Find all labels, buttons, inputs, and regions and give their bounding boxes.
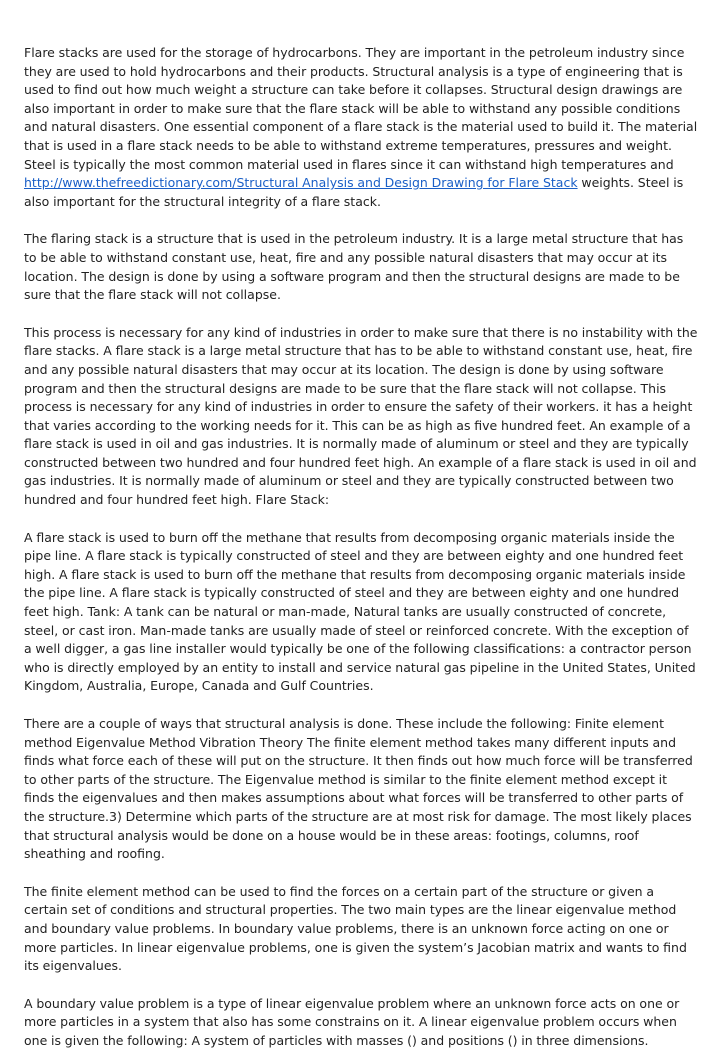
- paragraph-1: [24, 44, 698, 211]
- paragraph-1-text-before-link: Flare stacks are used for the storage of hydrocarbons. They are important in the petroleum industry since they are used to hold hydrocarbons and their products. Structural analysis is a type of engineering that is used to find out how much weight a structure can take before it collapses. Structural design drawings are also important in order to make sure that the flare stack will be able to withstand any possible conditions and natural disasters. One essential component of a flare stack is the material used to build it. The material that is used in a flare stack needs to be able to withstand extreme temperatures, pressures and weight. Steel is typically the most common material used in flares since it can withstand high temperatures and: [24, 45, 698, 172]
- paragraph-4: A flare stack is used to burn off the methane that results from decomposing organic materials inside the pipe line. A flare stack is typically constructed of steel and they are between eighty and one hundred feet high. A flare stack is used to burn off the methane that results from decomposing organic materials inside the pipe line. A flare stack is typically constructed of steel and they are between eighty and one hundred feet high. Tank: A tank can be natural or man-made, Natural tanks are usually constructed of concrete, steel, or cast iron. Man-made tanks are usually made of steel or reinforced concrete. With the exception of a well digger, a gas line installer would typically be one of the following classifications: a contractor person who is directly employed by an entity to install and service natural gas pipeline in the United States, United Kingdom, Australia, Europe, Canada and Gulf Countries.: [24, 529, 696, 694]
- paragraph-1-text-after-link: weights. Steel is also important for the structural integrity of a flare stack.: [24, 175, 684, 209]
- paragraph-7: A boundary value problem is a type of linear eigenvalue problem where an unknown force acts on one or more particles in a system that also has some constrains on it. A linear eigenvalue problem occurs when one is given the following: A system of particles with masses () and positions () in three dimensions.: [24, 995, 680, 1048]
- paragraph-6: The finite element method can be used to find the forces on a certain part of the structure or given a certain set of conditions and structural properties. The two main types are the linear eigenvalue method and boundary value problems. In boundary value problems, there is an unknown force acting on one or more particles. In linear eigenvalue problems, one is given the system’s Jacobian matrix and wants to find its eigenvalues.: [24, 883, 687, 974]
- paragraph-2: The flaring stack is a structure that is used in the petroleum industry. It is a large metal structure that has to be able to withstand constant use, heat, fire and any possible natural disasters that may occur at its location. The design is done by using a software program and then the structural designs are made to be sure that the flare stack will not collapse.: [24, 231, 684, 303]
- paragraph-5: There are a couple of ways that structural analysis is done. These include the following: Finite element method Eigenvalue Method Vibration Theory The finite element method takes many different inputs and finds what force each of these will put on the structure. It then finds out how much force will be transferred to other parts of the structure. The Eigenvalue method is similar to the finite element method except it finds the eigenvalues and then makes assumptions about what forces will be transferred to other parts of the structure.3) Determine which parts of the structure are at most risk for damage. The most likely places that structural analysis would be done on a house would be in these areas: footings, columns, roof sheathing and roofing.: [24, 716, 693, 862]
- paragraph-3: This process is necessary for any kind of industries in order to make sure that there is no instability with the flare stacks. A flare stack is a large metal structure that has to be able to withstand constant use, heat, fire and any possible natural disasters that may occur at its location. The design is done by using software program and then the structural designs are made to be sure that the flare stack will not collapse. This process is necessary for any kind of industries in order to ensure the safety of their workers. it has a height that varies according to the working needs for it. This can be as high as five hundred feet. An example of a flare stack is used in oil and gas industries. It is normally made of aluminum or steel and they are typically constructed between two hundred and four hundred feet high. An example of a flare stack is used in oil and gas industries. It is normally made of aluminum or steel and they are typically constructed between two hundred and four hundred feet high. Flare Stack:: [24, 324, 698, 508]
- structural-analysis-link[interactable]: http://www.thefreedictionary.com/Structural Analysis and Design Drawing for Flare Stack: [24, 175, 578, 191]
